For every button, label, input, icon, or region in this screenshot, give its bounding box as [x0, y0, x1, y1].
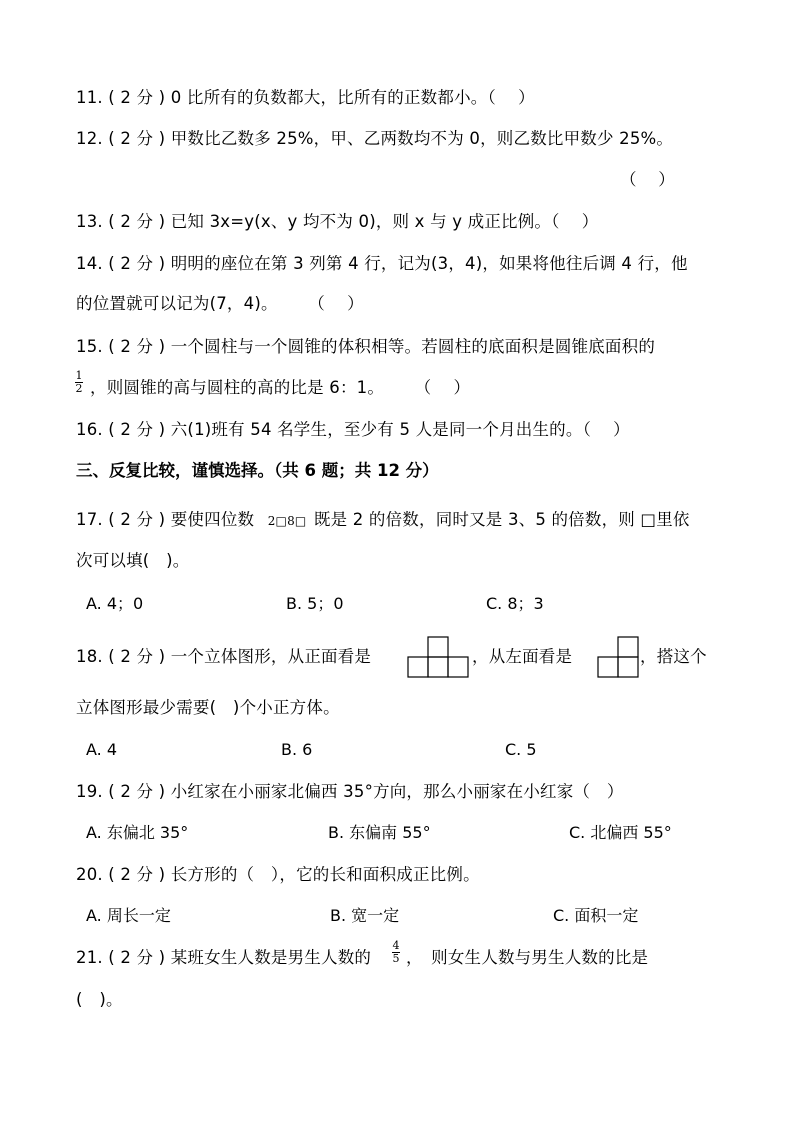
q20-option-b[interactable]	[330, 905, 399, 927]
fraction-four-fifths	[391, 940, 401, 965]
question-15	[76, 335, 655, 359]
question-13	[76, 210, 598, 234]
question-12	[76, 127, 673, 151]
section-3-title: 三、反复比较，谨慎选择。（共 6 题；共 12 分）	[76, 461, 439, 480]
question-15-line2: ，则圆锥的高与圆柱的高的比是 6：1。 （ ）	[90, 378, 471, 397]
question-18-mid	[472, 645, 572, 669]
front-view-figure	[407, 636, 469, 678]
question-18-text-c: ，搭这个	[640, 647, 707, 666]
question-18-text-b: ，从左面看是	[472, 647, 573, 666]
option-label: C. 面积一定	[553, 906, 639, 925]
question-18-end	[640, 645, 707, 669]
q17-option-b[interactable]	[286, 593, 344, 615]
question-12-answer-paren	[620, 168, 675, 192]
option-label: C. 5	[505, 740, 537, 759]
question-14-line1: 14. ( 2 分 ) 明明的座位在第 3 列第 4 行，记为(3，4)，如果将他往后调 4 行，他	[76, 254, 688, 273]
q19-option-a[interactable]	[86, 822, 188, 844]
option-label: C. 北偏西 55°	[569, 823, 672, 842]
front-view-cube	[428, 637, 448, 657]
section-3-heading	[76, 459, 439, 483]
question-18	[76, 645, 371, 669]
question-17-cont	[76, 549, 189, 573]
question-15-cont	[90, 376, 470, 400]
q19-option-c[interactable]	[569, 822, 672, 844]
question-14-cont	[76, 292, 364, 316]
question-21-line2: ( )。	[76, 990, 123, 1009]
question-11-text: 11. ( 2 分 ) 0 比所有的负数都大，比所有的正数都小。（ ）	[76, 88, 535, 107]
question-20-text: 20. ( 2 分 ) 长方形的（ ），它的长和面积成正比例。	[76, 865, 480, 884]
option-label: B. 6	[281, 740, 313, 759]
fraction-denominator: 2	[75, 382, 83, 395]
option-label: C. 8；3	[486, 594, 544, 613]
question-21-cont	[76, 988, 123, 1012]
question-19-text: 19. ( 2 分 ) 小红家在小丽家北偏西 35°方向，那么小丽家在小红家（ ）	[76, 782, 624, 801]
question-16-text: 16. ( 2 分 ) 六(1)班有 54 名学生，至少有 5 人是同一个月出生的。（ ）	[76, 420, 630, 439]
q17-option-c[interactable]	[486, 593, 544, 615]
q20-option-c[interactable]	[553, 905, 638, 927]
question-19	[76, 780, 624, 804]
fraction-denominator: 5	[392, 952, 400, 965]
fraction-numerator: 4	[392, 939, 400, 952]
question-13-text: 13. ( 2 分 ) 已知 3x=y(x、y 均不为 0)，则 x 与 y 成正比例。（ ）	[76, 212, 599, 231]
q18-option-a[interactable]	[86, 739, 117, 761]
q17-option-a[interactable]	[86, 593, 143, 615]
left-view-figure	[597, 636, 639, 678]
left-view-cube	[618, 637, 638, 657]
fraction-one-half	[74, 370, 84, 395]
option-label: B. 5；0	[286, 594, 344, 613]
left-view-cube	[618, 657, 638, 677]
four-digit-number: 2□8□	[267, 514, 307, 528]
front-view-cube	[428, 657, 448, 677]
question-21-mid	[406, 946, 648, 970]
option-label: A. 4；0	[86, 594, 144, 613]
question-17-line2: 次可以填( )。	[76, 551, 190, 570]
option-label: B. 东偏南 55°	[328, 823, 431, 842]
front-view-cube	[408, 657, 428, 677]
fraction-numerator: 1	[75, 369, 83, 382]
option-label: B. 宽一定	[330, 906, 400, 925]
question-18-line2: 立体图形最少需要( )个小正方体。	[76, 698, 340, 717]
question-16	[76, 418, 630, 442]
question-17-text-a: 17. ( 2 分 ) 要使四位数	[76, 510, 255, 529]
answer-paren: （ ）	[620, 170, 675, 189]
front-view-cube	[448, 657, 468, 677]
question-21-text-a: 21. ( 2 分 ) 某班女生人数是男生人数的	[76, 948, 372, 967]
question-20	[76, 863, 480, 887]
left-view-cube	[598, 657, 618, 677]
question-21-text-b: ， 则女生人数与男生人数的比是	[406, 948, 649, 967]
question-14	[76, 252, 688, 276]
question-18-cont	[76, 696, 340, 720]
question-18-text-a: 18. ( 2 分 ) 一个立体图形，从正面看是	[76, 647, 372, 666]
question-21	[76, 946, 371, 970]
option-label: A. 4	[86, 740, 118, 759]
q20-option-a[interactable]	[86, 905, 171, 927]
question-15-line1: 15. ( 2 分 ) 一个圆柱与一个圆锥的体积相等。若圆柱的底面积是圆锥底面积的	[76, 337, 656, 356]
q18-option-c[interactable]	[505, 739, 537, 761]
option-label: A. 周长一定	[86, 906, 171, 925]
question-17-text-b: 既是 2 的倍数，同时又是 3、5 的倍数，则 □里依	[313, 510, 690, 529]
question-11	[76, 86, 535, 110]
question-14-line2: 的位置就可以记为(7，4)。 （ ）	[76, 294, 364, 313]
question-12-text: 12. ( 2 分 ) 甲数比乙数多 25%，甲、乙两数均不为 0，则乙数比甲数少 25%。	[76, 129, 674, 148]
q18-option-b[interactable]	[281, 739, 312, 761]
q19-option-b[interactable]	[328, 822, 431, 844]
question-17	[76, 508, 690, 533]
option-label: A. 东偏北 35°	[86, 823, 189, 842]
